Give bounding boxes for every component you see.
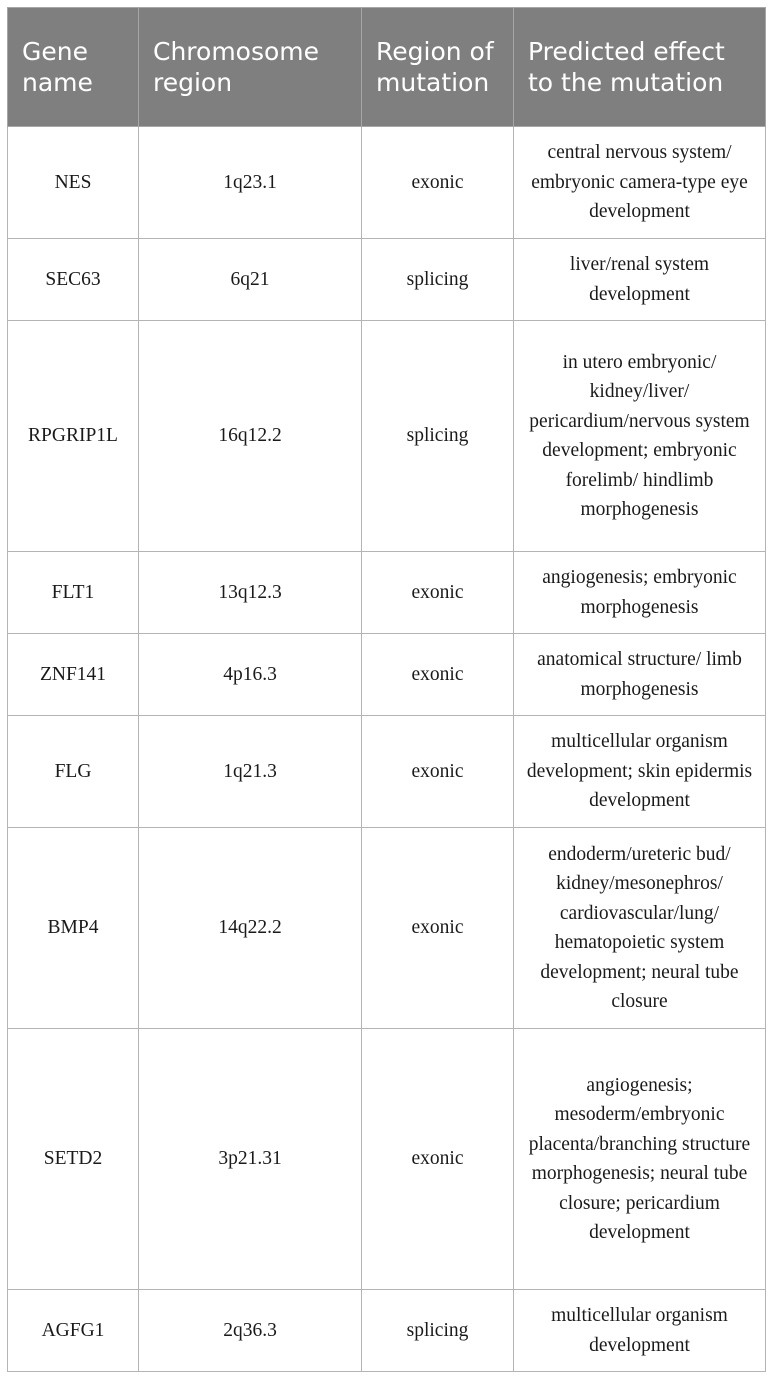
chromosome-cell: 6q21 [139,239,362,321]
chromosome-cell: 13q12.3 [139,552,362,634]
chromosome-cell: 1q23.1 [139,127,362,239]
effect-cell: multicellular organism development; skin epidermis development [514,716,766,828]
effect-cell: liver/renal system development [514,239,766,321]
table-row [8,321,766,552]
gene-cell: FLT1 [8,552,139,634]
chromosome-cell: 2q36.3 [139,1290,362,1372]
gene-cell: FLG [8,716,139,828]
region-cell: exonic [362,1029,514,1290]
header-chromosome-region: Chromosome region [139,8,362,127]
header-region-of-mutation: Region of mutation [362,8,514,127]
effect-cell: central nervous system/ embryonic camera-type eye development [514,127,766,239]
effect-cell: angiogenesis; embryonic morphogenesis [514,552,766,634]
chromosome-cell: 3p21.31 [139,1029,362,1290]
effect-cell: anatomical structure/ limb morphogenesis [514,634,766,716]
region-cell: splicing [362,1290,514,1372]
region-cell: exonic [362,716,514,828]
table-row [8,1029,766,1290]
gene-cell: SEC63 [8,239,139,321]
chromosome-cell: 16q12.2 [139,321,362,552]
table-row [8,239,766,321]
table-row [8,127,766,239]
region-cell: splicing [362,239,514,321]
table-row [8,552,766,634]
header-gene-name: Gene name [8,8,139,127]
gene-cell: ZNF141 [8,634,139,716]
region-cell: exonic [362,127,514,239]
effect-cell: multicellular organism development [514,1290,766,1372]
table-row [8,716,766,828]
chromosome-cell: 14q22.2 [139,828,362,1029]
chromosome-cell: 1q21.3 [139,716,362,828]
effect-cell: angiogenesis; mesoderm/embryonic placenta/branching structure morphogenesis; neural tube closure; pericardium development [514,1029,766,1290]
region-cell: splicing [362,321,514,552]
effect-cell: endoderm/ureteric bud/ kidney/mesonephros/ cardiovascular/lung/ hematopoietic system development; neural tube closure [514,828,766,1029]
header-predicted-effect: Predicted effect to the mutation [514,8,766,127]
gene-cell: SETD2 [8,1029,139,1290]
gene-cell: BMP4 [8,828,139,1029]
table-row [8,634,766,716]
table-row [8,1290,766,1372]
gene-cell: RPGRIP1L [8,321,139,552]
header-row [8,8,766,127]
table-row [8,828,766,1029]
gene-cell: NES [8,127,139,239]
effect-cell: in utero embryonic/ kidney/liver/ pericardium/nervous system development; embryonic forelimb/ hindlimb morphogenesis [514,321,766,552]
region-cell: exonic [362,552,514,634]
region-cell: exonic [362,828,514,1029]
chromosome-cell: 4p16.3 [139,634,362,716]
gene-cell: AGFG1 [8,1290,139,1372]
region-cell: exonic [362,634,514,716]
gene-mutation-table [7,7,766,1372]
